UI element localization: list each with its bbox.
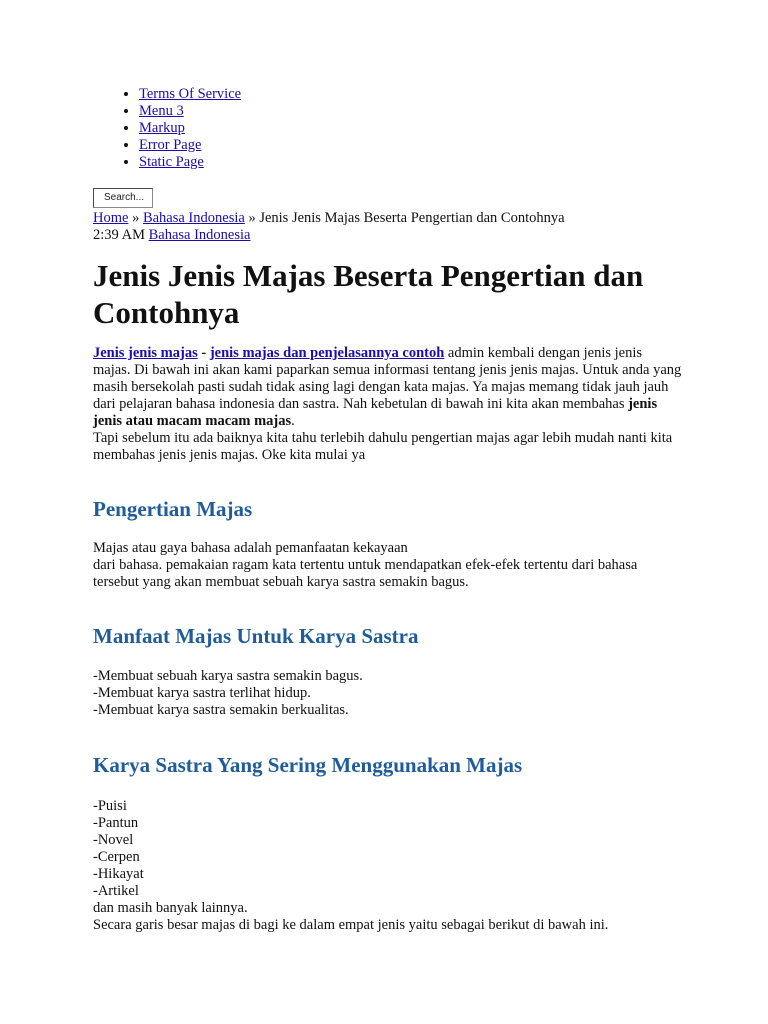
post-meta [93,227,250,244]
nav-item [139,120,241,137]
breadcrumb-separator: » [128,210,143,226]
manfaat-list [93,668,683,719]
search-input[interactable]: Search... [93,188,153,208]
breadcrumb-current: Jenis Jenis Majas Beserta Pengertian dan Contohnya [259,210,565,226]
karya-sastra-list [93,798,683,934]
nav-item [139,86,241,103]
post-category-link[interactable]: Bahasa Indonesia [148,227,251,243]
breadcrumb-separator: » [244,210,260,226]
manfaat-item: -Membuat karya sastra semakin berkualitas. [93,702,349,718]
nav-link-markup[interactable]: Markup [139,120,185,136]
breadcrumb-home-link[interactable]: Home [93,210,129,226]
intro-bold-text: jenis jenis atau macam macam majas [93,396,658,429]
heading-manfaat-majas: Manfaat Majas Untuk Karya Sastra [93,624,419,648]
heading-karya-sastra: Karya Sastra Yang Sering Menggunakan Majas [93,753,523,777]
karya-text: dan masih banyak lainnya. [93,900,248,916]
pengertian-line: dari bahasa. pemakaian ragam kata tertentu untuk mendapatkan efek-efek tertentu dari bahasa tersebut yang akan membuat sebuah karya sastra semakin bagus. [93,557,638,590]
nav-link-static-page[interactable]: Static Page [139,154,204,170]
karya-item: -Hikayat [93,866,144,882]
nav-item [139,103,241,120]
karya-item: -Pantun [93,815,139,831]
intro-dash: - [197,345,210,361]
intro-link-jenis-majas-contoh[interactable]: jenis majas dan penjelasannya contoh [209,345,445,361]
karya-item: -Artikel [93,883,139,899]
manfaat-item: -Membuat karya sastra terlihat hidup. [93,685,311,701]
karya-item: -Novel [93,832,134,848]
manfaat-item: -Membuat sebuah karya sastra semakin bagus. [93,668,363,684]
intro-text: admin kembali dengan jenis jenis majas. Di bawah ini akan kami paparkan semua informasi tentang jenis jenis majas. Untuk anda yang masih bersekolah pasti sudah tidak asing lagi dengan kata majas. Ya majas memang tidak jauh jauh dari pelajaran bahasa indonesia dan sastra. Nah kebetulan di bawah ini kita akan membahas [93,345,682,412]
nav-item [139,137,241,154]
nav-link-error-page[interactable]: Error Page [139,137,202,153]
heading-pengertian-majas: Pengertian Majas [93,497,253,521]
karya-item: -Cerpen [93,849,140,865]
pengertian-line: Majas atau gaya bahasa adalah pemanfaatan kekayaan [93,540,408,556]
article-title: Jenis Jenis Majas Beserta Pengertian dan Contohnya [93,258,644,330]
nav-item [139,154,241,171]
breadcrumb [93,210,565,227]
nav-menu [93,86,241,171]
intro-text-end: . [291,413,295,429]
intro-text-second: Tapi sebelum itu ada baiknya kita tahu terlebih dahulu pengertian majas agar lebih mudah nanti kita membahas jenis jenis majas. Oke kita mulai ya [93,430,673,463]
pengertian-paragraph [93,540,683,591]
post-time: 2:39 AM [93,227,145,243]
karya-item: -Puisi [93,798,127,814]
nav-link-menu-3[interactable]: Menu 3 [139,103,184,119]
article-body [93,345,683,934]
karya-text: Secara garis besar majas di bagi ke dalam empat jenis yaitu sebagai berikut di bawah ini. [93,917,609,933]
nav-link-terms-of-service[interactable]: Terms Of Service [139,86,242,102]
breadcrumb-category-link[interactable]: Bahasa Indonesia [142,210,245,226]
intro-link-jenis-jenis-majas[interactable]: Jenis jenis majas [93,345,198,361]
intro-paragraph [93,345,683,464]
